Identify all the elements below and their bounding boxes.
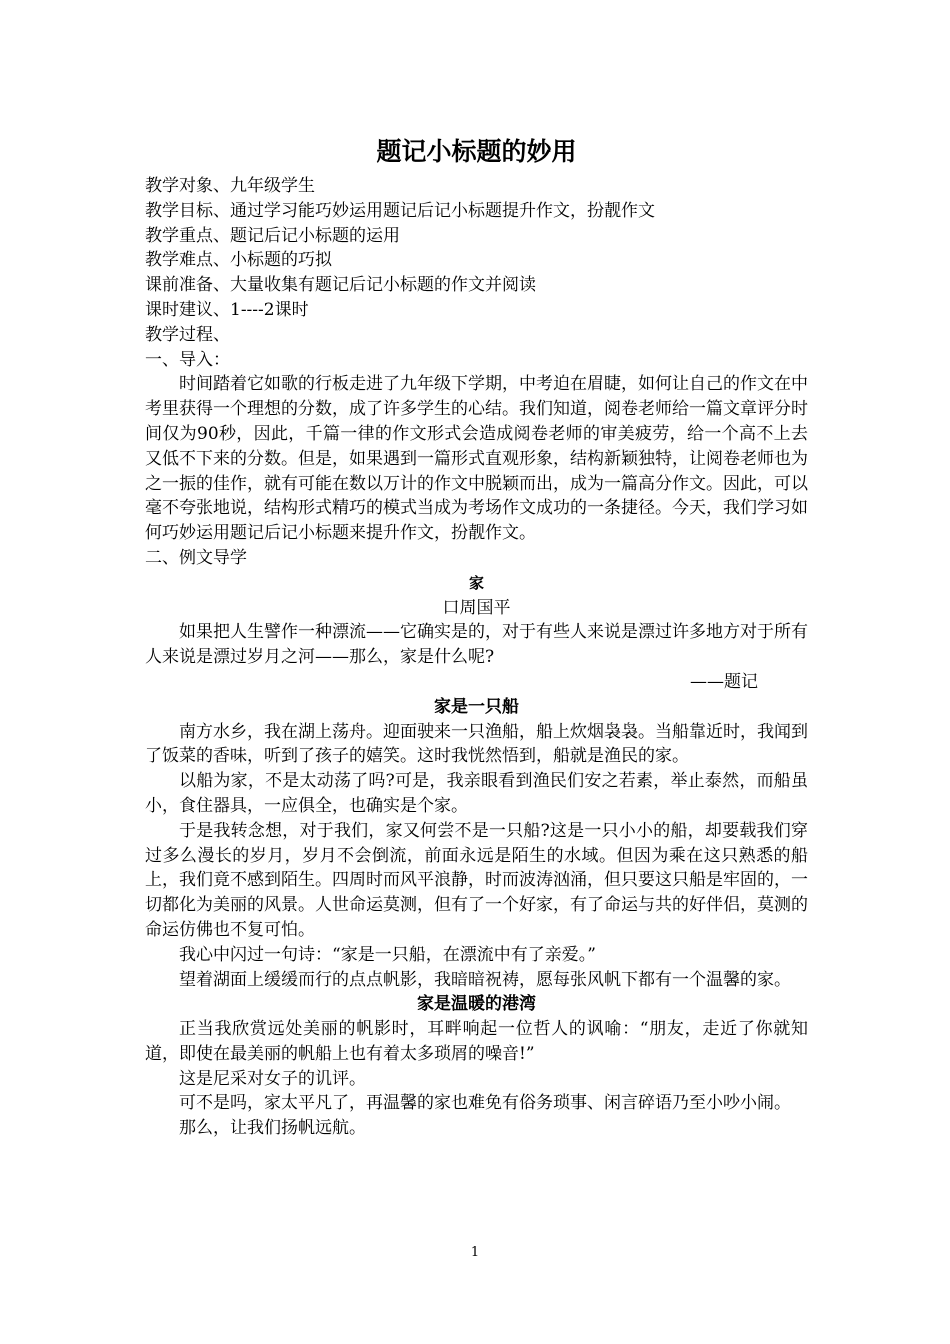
subheading-boat: 家是一只船 [434, 696, 519, 717]
paragraph: 南方水乡，我在湖上荡舟。迎面驶来一只渔船，船上炊烟袅袅。当船靠近时，我闻到了饭菜的香味，听到了孩子的嬉笑。这时我恍然悟到，船就是渔民的家。 [145, 721, 808, 767]
paragraph: 这是尼采对女子的讥评。 [179, 1068, 366, 1089]
paragraph: 那么，让我们扬帆远航。 [179, 1118, 366, 1139]
paragraph: 可不是吗，家太平凡了，再温馨的家也难免有俗务琐事、闲言碎语乃至小吵小闹。 [179, 1093, 791, 1114]
info-line-difficulty: 教学难点、小标题的巧拟 [145, 250, 332, 271]
paragraph: 我心中闪过一句诗：“家是一只船，在漂流中有了亲爱。” [179, 944, 596, 965]
essay-epigraph: 如果把人生譬作一种漂流——它确实是的，对于有些人来说是漂过许多地方对于所有人来说是漂过岁月之河——那么，家是什么呢? [145, 622, 808, 668]
section-heading-examples: 二、例文导学 [145, 547, 247, 568]
document-page [145, 130, 808, 1141]
paragraph: 以船为家，不是太动荡了吗?可是，我亲眼看到渔民们安之若素，举止泰然，而船虽小，食住器具，一应俱全，也确实是个家。 [145, 771, 808, 816]
lesson-info [145, 174, 808, 372]
info-line-preparation: 课前准备、大量收集有题记后记小标题的作文并阅读 [145, 275, 536, 296]
paragraph: 于是我转念想，对于我们，家又何尝不是一只船?这是一只小小的船，却要载我们穿过多么漫长的岁月，岁月不会倒流，前面永远是陌生的水域。但因为乘在这只熟悉的船上，我们竟不感到陌生。四周时而风平浪静，时而波涛汹涌，但只要这只船是牢固的，一切都化为美丽的风景。人世命运莫测，但有了一个好家，有了命运与共的好伴侣，莫测的命运仿佛也不复可怕。 [145, 820, 808, 940]
epigraph-label: ——题记 [690, 671, 758, 692]
essay-author: 口周国平 [442, 597, 511, 618]
section-heading-intro: 一、导入： [145, 349, 230, 370]
info-line-key-point: 教学重点、题记后记小标题的运用 [145, 225, 400, 246]
document-title: 题记小标题的妙用 [376, 137, 577, 166]
page-number: 1 [470, 1245, 480, 1260]
paragraph: 正当我欣赏远处美丽的帆影时，耳畔响起一位哲人的讽喻：“朋友，走近了你就知道，即使在最美丽的帆船上也有着太多琐屑的噪音!” [145, 1019, 808, 1064]
subheading-harbor: 家是温暖的港湾 [417, 994, 536, 1015]
info-line-class-hours: 课时建议、1----2课时 [145, 299, 309, 320]
info-line-objective: 教学目标、通过学习能巧妙运用题记后记小标题提升作文，扮靓作文 [145, 200, 655, 221]
info-line-process: 教学过程、 [145, 324, 230, 345]
essay-title: 家 [468, 573, 484, 592]
intro-paragraph: 时间踏着它如歌的行板走进了九年级下学期，中考迫在眉睫，如何让自己的作文在中考里获得一个理想的分数，成了许多学生的心结。我们知道，阅卷老师给一篇文章评分时间仅为90秒，因此，千篇一律的作文形式会造成阅卷老师的审美疲劳，给一个高不上去又低不下来的分数。但是，如果遇到一篇形式直观形象，结构新颖独特，让阅卷老师也为之一振的佳作，就有可能在数以万计的作文中脱颖而出，成为一篇高分作文。因此，可以毫不夸张地说，结构形式精巧的模式当成为考场作文成功的一条捷径。今天，我们学习如何巧妙运用题记后记小标题来提升作文，扮靓作文。 [145, 374, 808, 544]
paragraph: 望着湖面上缓缓而行的点点帆影，我暗暗祝祷，愿每张风帆下都有一个温馨的家。 [179, 969, 791, 990]
info-line-target-audience: 教学对象、九年级学生 [145, 176, 315, 196]
example-essay [145, 571, 808, 1141]
